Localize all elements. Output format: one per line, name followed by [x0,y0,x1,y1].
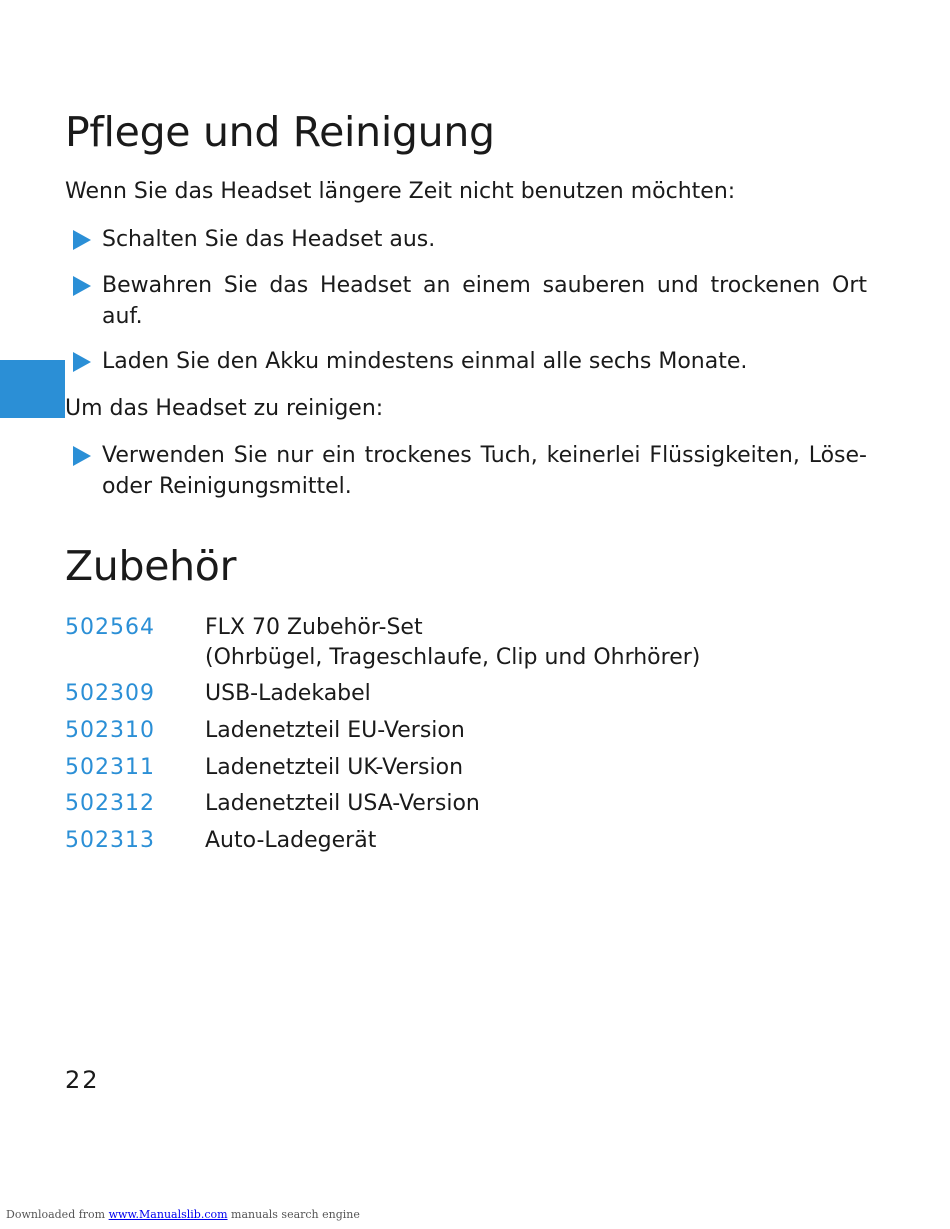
accessory-description: Ladenetzteil EU-Version [205,718,465,743]
accessory-description-detail: (Ohrbügel, Trageschlaufe, Clip und Ohrhörer) [205,645,701,670]
footer-link[interactable]: www.Manualslib.com [108,1208,228,1221]
download-footer [6,1208,360,1221]
care-heading: Pflege und Reinigung [65,108,495,156]
triangle-right-icon [73,352,91,372]
care-bullet-item [65,270,867,332]
accessory-description: Ladenetzteil USA-Version [205,791,480,816]
accessory-description: USB-Ladekabel [205,681,371,706]
care-bullet-item [65,346,867,377]
accessory-description-line: FLX 70 Zubehör-Set [205,615,423,640]
accessory-code: 502312 [65,791,155,816]
section-side-tab [0,360,65,418]
accessory-description: Auto-Ladegerät [205,828,377,853]
accessory-code: 502313 [65,828,155,853]
accessory-code: 502564 [65,615,155,640]
care-bullet-text: Laden Sie den Akku mindestens einmal alle sechs Monate. [102,349,748,374]
footer-suffix: manuals search engine [227,1208,360,1221]
footer-prefix: Downloaded from [6,1208,109,1221]
care-bullet-item [65,224,867,255]
accessory-code: 502311 [65,755,155,780]
accessories-heading: Zubehör [65,542,237,590]
triangle-right-icon [73,446,91,466]
accessory-code: 502309 [65,681,155,706]
clean-intro: Um das Headset zu reinigen: [65,396,384,421]
triangle-right-icon [73,230,91,250]
clean-bullet-text: Verwenden Sie nur ein trockenes Tuch, keinerlei Flüssigkeiten, Löse- oder Reinigungsmittel. [102,443,867,499]
page-number: 22 [65,1066,100,1094]
triangle-right-icon [73,276,91,296]
accessory-description [205,613,700,673]
accessory-description: Ladenetzteil UK-Version [205,755,464,780]
care-bullet-text: Schalten Sie das Headset aus. [102,227,436,252]
care-bullet-text: Bewahren Sie das Headset an einem sauberen und trockenen Ort auf. [102,273,867,329]
clean-bullet-item [65,440,867,502]
accessory-code: 502310 [65,718,155,743]
care-intro: Wenn Sie das Headset längere Zeit nicht benutzen möchten: [65,179,736,204]
